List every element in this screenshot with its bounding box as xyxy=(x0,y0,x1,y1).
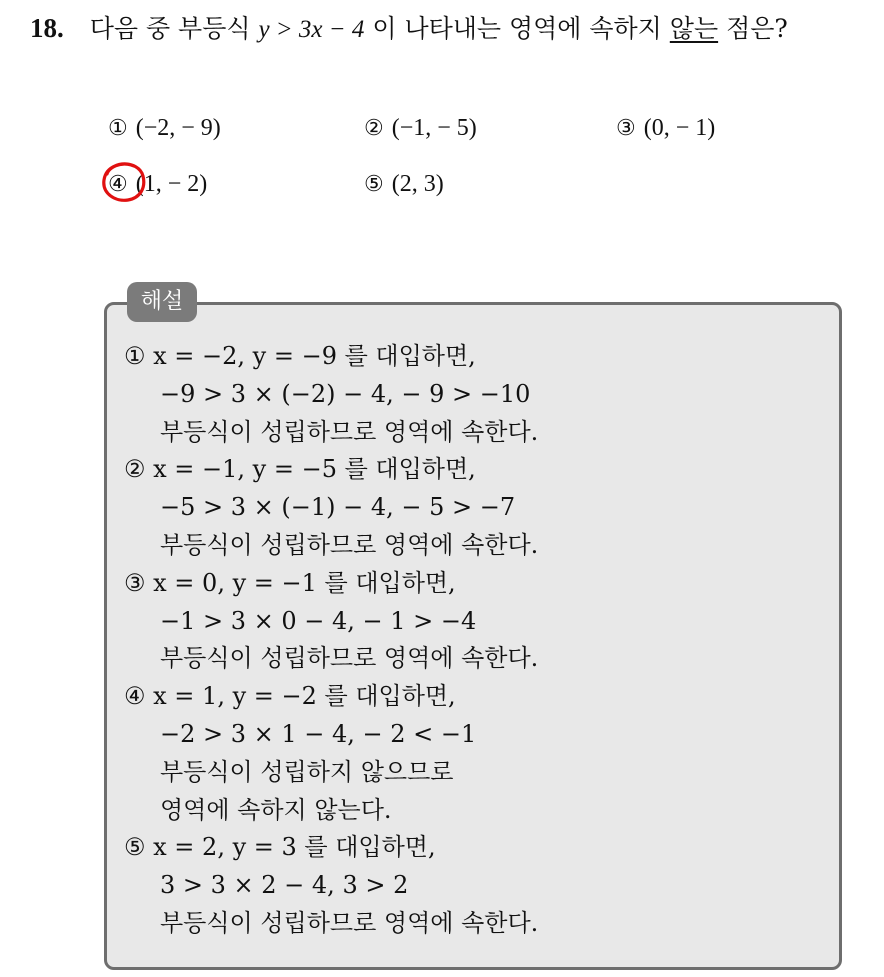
question-inequality: y > 3x − 4 xyxy=(258,16,365,43)
solution-line: 부등식이 성립하지 않으므로 xyxy=(160,757,454,786)
solution-line: ② x = −1, y = −5 를 대입하면, xyxy=(124,455,476,484)
solution-text xyxy=(124,338,538,943)
choice-2-value: (−1, − 5) xyxy=(391,115,477,141)
choice-5[interactable] xyxy=(364,166,444,202)
solution-line: −5 > 3 × (−1) − 4, − 5 > −7 xyxy=(160,493,516,522)
choice-3-value: (0, − 1) xyxy=(643,115,716,141)
choice-4-mark: ④ xyxy=(108,172,128,197)
solution-line: 3 > 3 × 2 − 4, 3 > 2 xyxy=(160,871,409,900)
solution-line: ③ x = 0, y = −1 를 대입하면, xyxy=(124,568,456,597)
solution-line: 부등식이 성립하므로 영역에 속한다. xyxy=(160,530,539,559)
choice-1-value: (−2, − 9) xyxy=(135,115,221,141)
choice-3-mark: ③ xyxy=(616,116,636,141)
choice-2[interactable] xyxy=(364,110,477,146)
choice-5-mark: ⑤ xyxy=(364,172,384,197)
choice-1[interactable] xyxy=(108,110,221,146)
question-text-middle: 이 나타내는 영역에 속하지 xyxy=(372,14,662,43)
choice-2-mark: ② xyxy=(364,116,384,141)
question-number: 18. xyxy=(30,13,64,43)
choice-3[interactable] xyxy=(616,110,715,146)
choice-1-mark: ① xyxy=(108,116,128,141)
answer-circle-mark xyxy=(100,160,148,204)
solution-line: ① x = −2, y = −9 를 대입하면, xyxy=(124,342,476,370)
solution-line: ④ x = 1, y = −2 를 대입하면, xyxy=(124,682,456,711)
question-text-after: 점은? xyxy=(726,14,788,43)
solution-title: 해설 xyxy=(127,282,197,322)
solution-line: ⑤ x = 2, y = 3 를 대입하면, xyxy=(124,833,436,862)
solution-line: 부등식이 성립하므로 영역에 속한다. xyxy=(160,417,539,446)
question-text-before: 다음 중 부등식 xyxy=(89,14,251,43)
solution-line: −2 > 3 × 1 − 4, − 2 < −1 xyxy=(160,719,477,748)
solution-line: 부등식이 성립하므로 영역에 속한다. xyxy=(160,908,539,937)
solution-line: 영역에 속하지 않는다. xyxy=(160,795,392,824)
solution-line: −1 > 3 × 0 − 4, − 1 > −4 xyxy=(160,606,477,635)
choice-4-value: (1, − 2) xyxy=(135,171,208,197)
solution-line: 부등식이 성립하므로 영역에 속한다. xyxy=(160,644,539,673)
solution-line: −9 > 3 × (−2) − 4, − 9 > −10 xyxy=(160,379,531,408)
question-stem xyxy=(30,12,788,46)
choice-5-value: (2, 3) xyxy=(391,171,444,197)
question-underlined-word: 않는 xyxy=(669,14,719,43)
